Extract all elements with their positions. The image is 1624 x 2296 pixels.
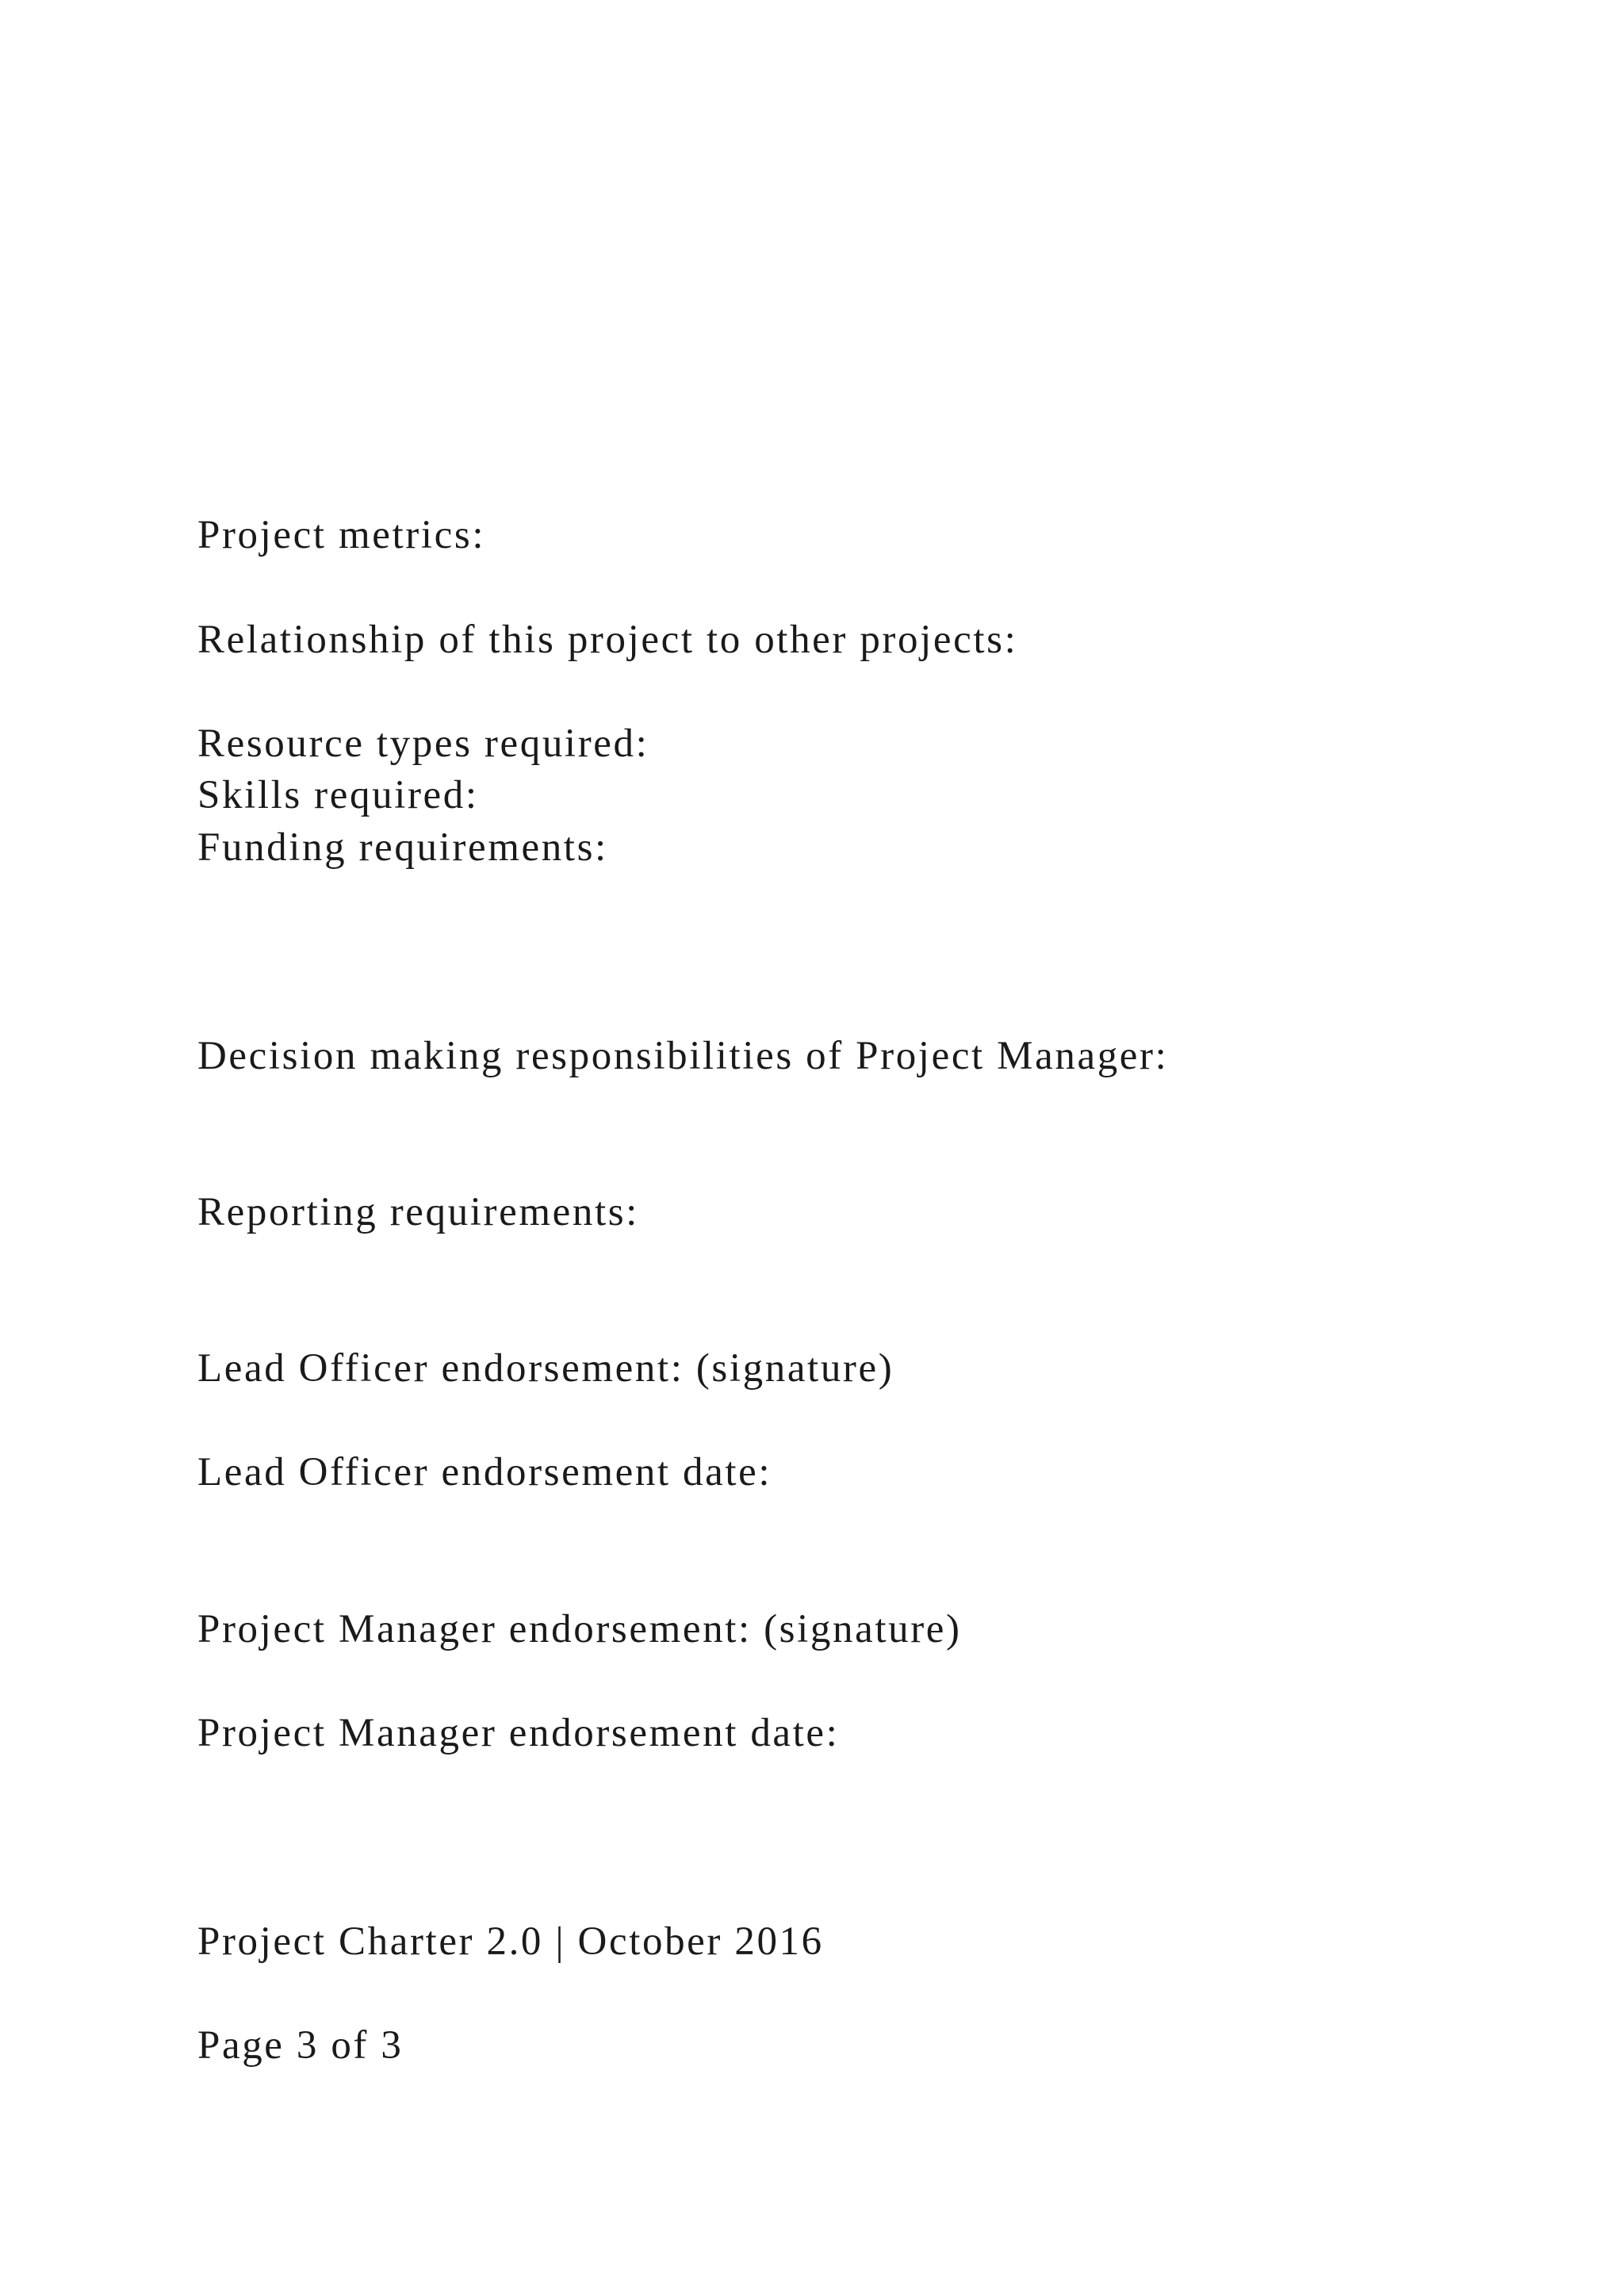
footer-page-number: Page 3 of 3 bbox=[197, 2023, 404, 2068]
lead-officer-signature-label: Lead Officer endorsement: (signature) bbox=[197, 1346, 894, 1391]
footer-version: Project Charter 2.0 | October 2016 bbox=[197, 1919, 824, 1964]
pm-date-label: Project Manager endorsement date: bbox=[197, 1711, 840, 1755]
skills-label: Skills required: bbox=[197, 773, 479, 817]
resource-types-label: Resource types required: bbox=[197, 721, 649, 766]
reporting-label: Reporting requirements: bbox=[197, 1190, 639, 1234]
project-metrics-label: Project metrics: bbox=[197, 513, 486, 557]
relationship-label: Relationship of this project to other projects: bbox=[197, 618, 1018, 662]
funding-label: Funding requirements: bbox=[197, 825, 608, 870]
lead-officer-date-label: Lead Officer endorsement date: bbox=[197, 1450, 772, 1494]
decision-making-label: Decision making responsibilities of Project Manager: bbox=[197, 1034, 1169, 1078]
pm-signature-label: Project Manager endorsement: (signature) bbox=[197, 1607, 962, 1651]
